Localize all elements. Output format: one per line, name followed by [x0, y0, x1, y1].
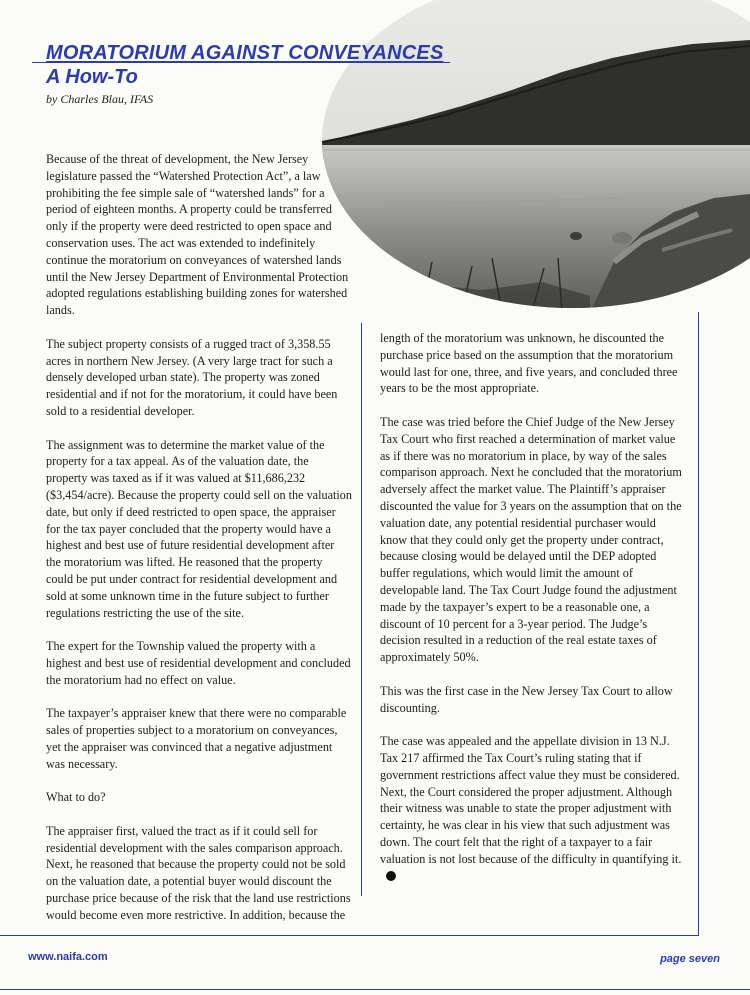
- paragraph: length of the moratorium was unknown, he discounted the purchase price based on the assumption that the moratorium would last for one, three, and five years, and concluded three years to be the most appropriate.: [380, 331, 678, 396]
- paragraph: The expert for the Township valued the property with a highest and best use of residential development and concluded the moratorium had no effect on value.: [46, 639, 351, 687]
- page-number: page seven: [660, 953, 720, 965]
- paragraph: The appraiser first, valued the tract as if it could sell for residential development with the sales comparison approach. Next, he reasoned that because the property could not be sold on the valuation date, a potential buyer would discount the purchase price because of the risk that the land use restrictions would become even more restrictive. In addition, because the: [46, 823, 351, 922]
- paragraph: The subject property consists of a rugged tract of 3,358.55 acres in northern New Jersey. (A very large tract for such a densely developed urban state). The property was zoned residential and if not for the moratorium, it could have been sold to a residential developer.: [46, 336, 338, 418]
- paragraph: Because of the threat of development, the New Jersey legislature passed the “Watershed Protection Act”, a law prohibiting the fee simple sale of “watershed lands” for a period of eighteen months. A property could be transferred only if the property were deed restricted to open space and conservation uses. The act was extended to indefinitely continue the moratorium on conveyances of watershed lands until the New Jersey Department of Environmental Protection adopted regulations establishing building zones for watershed lands.: [46, 152, 349, 318]
- footer-rule: [0, 935, 699, 936]
- paragraph: What to do?: [46, 790, 106, 805]
- end-mark-icon: [386, 871, 396, 881]
- paragraph: [380, 733, 685, 884]
- paragraph-text: The case was appealed and the appellate division in 13 N.J. Tax 217 affirmed the Tax Court’s ruling stating that if government restrictions affect value they must be considered. Next, the Court considered the proper adjustment. Although their witness was unable to state the proper adjustment with certainty, he was clear in his view that such adjustment was down. The court felt that the right of a taxpayer to a fair valuation is not lost because of the difficulty in quantifying it.: [380, 734, 682, 866]
- paragraph: The case was tried before the Chief Judge of the New Jersey Tax Court who first reached a determination of market value as if there was no moratorium in place, by way of the sales comparison approach. Next he concluded that the moratorium adversely affect the market value. The Plaintiff’s appraiser discounted the value for 3 years on the assumption that on the valuation date, any potential residential purchaser would know that they could only get the property under contract, because closing would be delayed until the DEP adopted buffer regulations, which would limit the amount of developable land. The Tax Court Judge found the adjustment made by the taxpayer’s expert to be a reasonable one, a discount of 10 percent for a 3-year period. The Judge’s decision resulted in a reduction of the real estate taxes of approximately 50%.: [380, 414, 682, 665]
- right-border: [698, 312, 699, 935]
- article-subtitle: A How-To: [46, 66, 138, 88]
- bottom-rule: [0, 989, 750, 990]
- paragraph: The taxpayer’s appraiser knew that there were no comparable sales of properties subject to a moratorium on conveyances, yet the appraiser was convinced that a negative adjustment was necessary.: [46, 706, 347, 771]
- left-column: [46, 151, 352, 940]
- right-column: [380, 330, 685, 901]
- article-byline: by Charles Blau, IFAS: [46, 92, 154, 106]
- column-divider: [361, 323, 362, 896]
- paragraph: This was the first case in the New Jersey Tax Court to allow discounting.: [380, 683, 673, 715]
- article-title: MORATORIUM AGAINST CONVEYANCES: [46, 42, 444, 64]
- paragraph: The assignment was to determine the market value of the property for a tax appeal. As of the valuation date, the property was taxed as if it was valued at $11,686,232 ($3,454/acre). Because the property could sell on the valuation date, but only if deed restricted to open space, the appraiser for the tax payer concluded that the property would have a highest and best use of future residential development after the moratorium was lifted. He reasoned that the property could be put under contract for residential development and sold at some unknown time in the future subject to further regulations restricting the use of the site.: [46, 437, 352, 620]
- footer-website-link[interactable]: www.naifa.com: [28, 951, 108, 963]
